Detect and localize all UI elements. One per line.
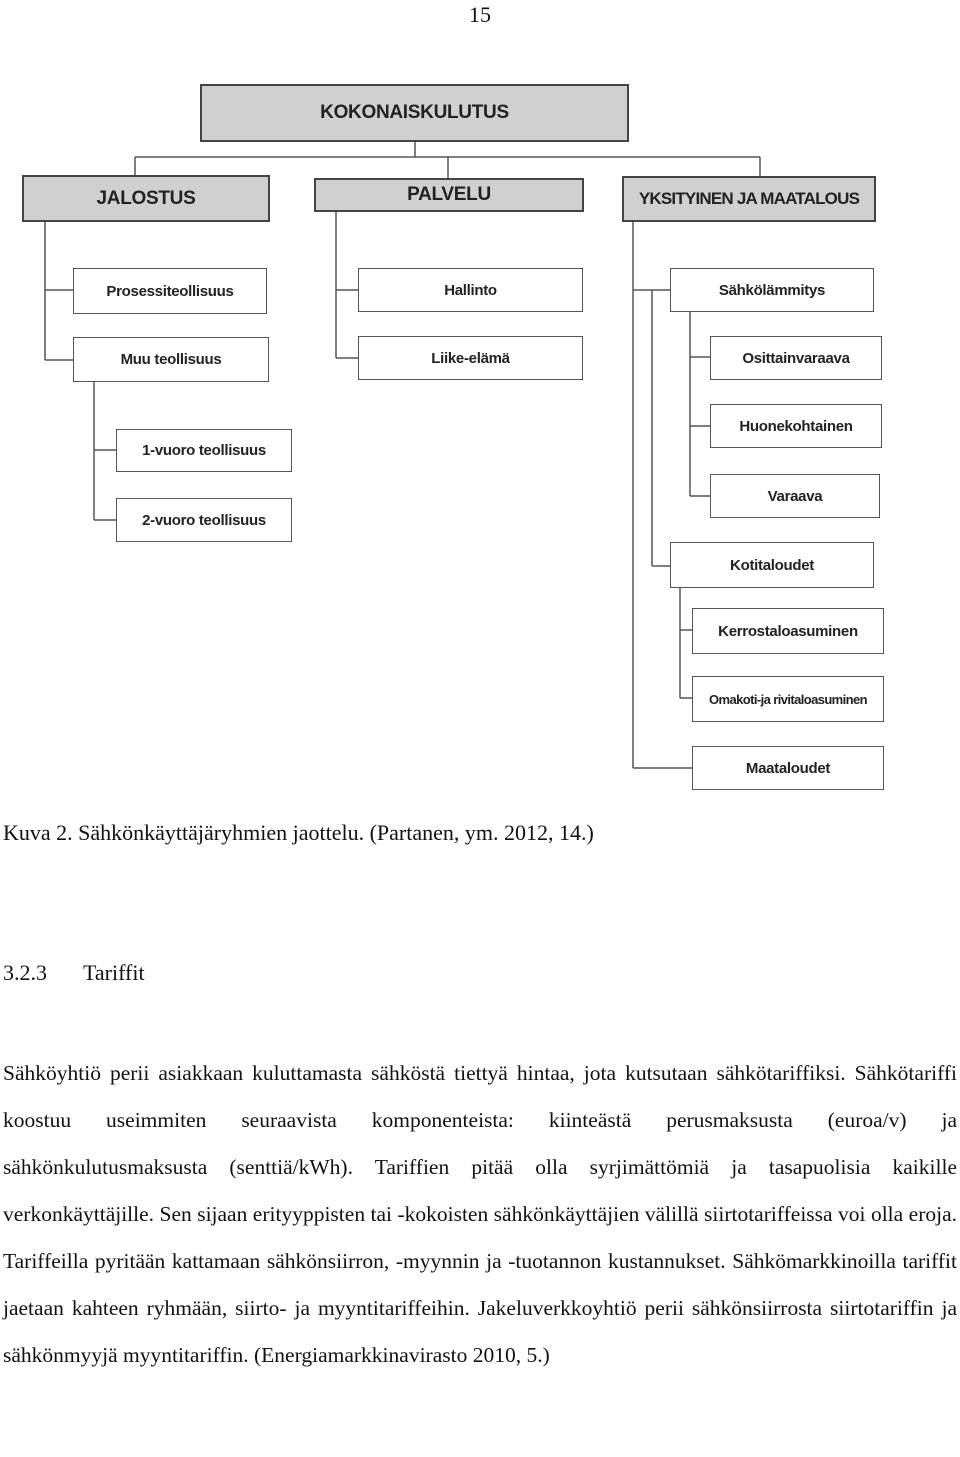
item-sahkolammitys: Sähkölämmitys <box>670 268 874 312</box>
item-huonekohtainen: Huonekohtainen <box>710 404 882 448</box>
item-kotitaloudet: Kotitaloudet <box>670 542 874 588</box>
item-hallinto: Hallinto <box>358 268 583 312</box>
section-heading <box>3 960 145 986</box>
body-paragraph: Sähköyhtiö perii asiakkaan kuluttamasta sähköstä tiettyä hintaa, jota kutsutaan sähkötariffiksi. Sähkötariffi koostuu useimmiten seuraavista komponenteista: kiinteästä perusmaksusta (euroa/v) ja sähkönkulutusmaksusta (senttiä/kWh). Tariffien pitää olla syrjimättömiä ja tasapuolisia kaikille verkonkäyttäjille. Sen sijaan erityyppisten tai -kokoisten sähkönkäyttäjien välillä siirtotariffeissa voi olla eroja. Tariffeilla pyritään kattamaan sähkönsiirron, -myynnin ja -tuotannon kustannukset. Sähkömarkkinoilla tariffit jaetaan kahteen ryhmään, siirto- ja myyntitariffeihin. Jakeluverkkoyhtiö perii sähkönsiirrosta siirtotariffin ja sähkönmyyjä myyntitariffin. (Energiamarkkinavirasto 2010, 5.) <box>3 1061 957 1367</box>
item-kerrostaloasuminen: Kerrostaloasuminen <box>692 608 884 654</box>
category-jalostus: JALOSTUS <box>22 175 270 222</box>
item-2-vuoro-teollisuus: 2-vuoro teollisuus <box>116 498 292 542</box>
category-yksityinen: YKSITYINEN JA MAATALOUS <box>622 176 876 222</box>
item-osittainvaraava: Osittainvaraava <box>710 336 882 380</box>
section-number: 3.2.3 <box>3 960 47 985</box>
figure-caption: Kuva 2. Sähkönkäyttäjäryhmien jaottelu. (Partanen, ym. 2012, 14.) <box>3 820 594 845</box>
section-title: Tariffit <box>83 960 145 985</box>
category-palvelu: PALVELU <box>314 178 584 212</box>
item-liike-elama: Liike-elämä <box>358 336 583 380</box>
item-muu-teollisuus: Muu teollisuus <box>73 337 269 382</box>
item-varaava: Varaava <box>710 474 880 518</box>
page-number: 15 <box>469 2 491 27</box>
item-prosessiteollisuus: Prosessiteollisuus <box>73 268 267 314</box>
item-1-vuoro-teollisuus: 1-vuoro teollisuus <box>116 429 292 472</box>
root-box: KOKONAISKULUTUS <box>200 84 629 142</box>
item-maataloudet: Maataloudet <box>692 746 884 790</box>
item-omakoti-rivitaloasuminen: Omakoti-ja rivitaloasuminen <box>692 676 884 722</box>
